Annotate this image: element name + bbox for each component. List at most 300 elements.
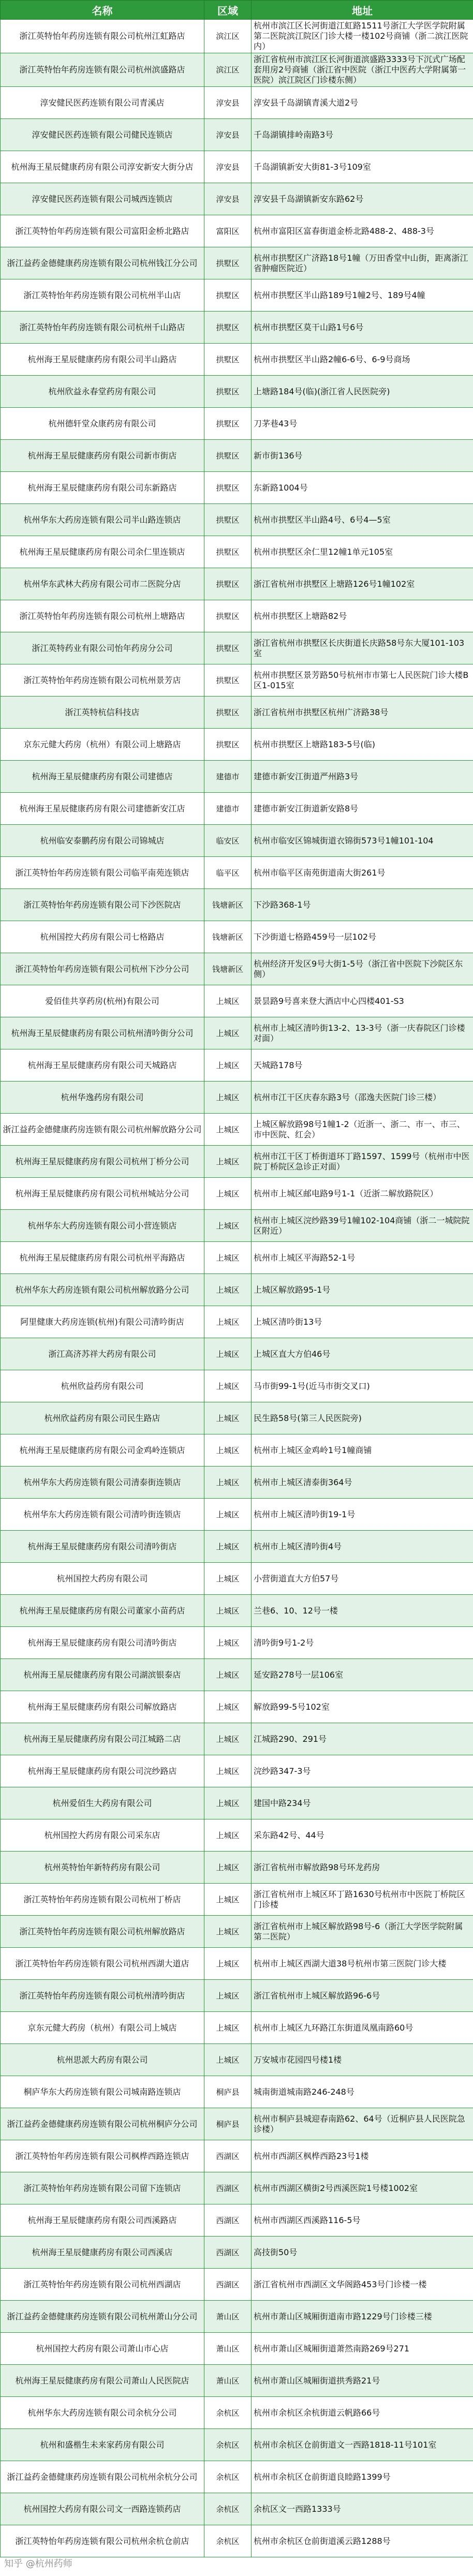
district-cell: 萧山区 <box>204 2333 252 2365</box>
store-name-cell: 杭州海王星辰健康药房有限公司解放路店 <box>1 1691 204 1723</box>
store-name-cell: 浙江英特怡年药房连锁有限公司杭州千山路店 <box>1 312 204 344</box>
store-name-cell: 浙江英特怡年药房连锁有限公司临平南苑连锁店 <box>1 857 204 889</box>
address-cell: 杭州市西湖区西溪路116-5号 <box>252 2204 473 2237</box>
store-name-cell: 杭州海王星辰健康药房有限公司湖滨银泰店 <box>1 1659 204 1691</box>
table-row <box>1 2333 473 2365</box>
store-name-cell: 浙江英特怡年药房连锁有限公司杭州清吟街店 <box>1 1980 204 2012</box>
district-cell: 上城区 <box>204 1723 252 1755</box>
table-row <box>1 247 473 279</box>
address-cell: 千岛湖镇新安大街81-3号109室 <box>252 151 473 183</box>
table-row <box>1 1852 473 1884</box>
table-row <box>1 215 473 247</box>
address-cell: 杭州市临安区锦城街道衣锦街573号1幢101-104 <box>252 825 473 857</box>
store-name-cell: 浙江英特药业有限公司怡年药房分公司 <box>1 632 204 664</box>
table-row <box>1 2108 473 2140</box>
district-cell: 上城区 <box>204 1499 252 1531</box>
table-row <box>1 2204 473 2237</box>
table-row <box>1 2525 473 2557</box>
store-name-cell: 杭州华东大药房连锁有限公司半山路连锁店 <box>1 504 204 536</box>
district-cell: 上城区 <box>204 2012 252 2044</box>
table-row <box>1 2429 473 2461</box>
district-cell: 上城区 <box>204 1082 252 1114</box>
table-row <box>1 921 473 953</box>
address-cell: 景昙路9号喜来登大酒店中心四楼401-S3 <box>252 985 473 1017</box>
address-cell: 杭州市上城区清泰街364号 <box>252 1467 473 1499</box>
address-cell: 杭州市临平区南苑街道南大街261号 <box>252 857 473 889</box>
table-row <box>1 825 473 857</box>
header-area: 区域 <box>204 1 252 20</box>
address-cell: 建德市新安江街道新安路8号 <box>252 793 473 825</box>
store-name-cell: 杭州海王星辰健康药房有限公司新市街店 <box>1 440 204 472</box>
table-row <box>1 1402 473 1434</box>
table-row <box>1 889 473 921</box>
store-name-cell: 杭州海王星辰健康药房有限公司清吟街店 <box>1 1627 204 1659</box>
address-cell: 杭州市拱墅区余仁里12幢1单元105室 <box>252 536 473 568</box>
district-cell: 拱墅区 <box>204 247 252 279</box>
district-cell: 拱墅区 <box>204 600 252 632</box>
store-name-cell: 杭州海王星辰健康药房有限公司建德店 <box>1 761 204 793</box>
store-name-cell: 杭州海王星辰健康药房有限公司浣纱路店 <box>1 1755 204 1787</box>
address-cell: 杭州市上城区平海路52-1号 <box>252 1242 473 1274</box>
table-row <box>1 504 473 536</box>
store-name-cell: 淳安健民医药连锁有限公司青溪店 <box>1 87 204 119</box>
store-name-cell: 杭州华逸药房有限公司 <box>1 1082 204 1114</box>
table-row <box>1 1467 473 1499</box>
district-cell: 余杭区 <box>204 2397 252 2429</box>
store-name-cell: 杭州欣益药房有限公司 <box>1 1370 204 1402</box>
district-cell: 上城区 <box>204 1114 252 1146</box>
district-cell: 西湖区 <box>204 2140 252 2172</box>
table-row <box>1 1755 473 1787</box>
store-name-cell: 浙江英特怡年药房连锁有限公司杭州解放路店 <box>1 1916 204 1948</box>
address-cell: 杭州市滨江区长河街道江虹路1511号浙江大学医学院附属第二医院滨江院区门诊大楼一楼102号商铺（浙二滨江医院内） <box>252 20 473 53</box>
table-row <box>1 2237 473 2269</box>
address-cell: 杭州市上城区邮电路9号1-1（近浙二解放路院区） <box>252 1178 473 1210</box>
district-cell: 上城区 <box>204 1467 252 1499</box>
address-cell: 杭州经济开发区9号大街1-5号（浙江省中医院下沙院区东侧） <box>252 953 473 985</box>
store-name-cell: 浙江英特怡年药房连锁有限公司杭州江虹路店 <box>1 20 204 53</box>
address-cell: 浙江省杭州市拱墅区长庆街道长庆路58号东大厦101-103室 <box>252 632 473 664</box>
store-name-cell: 杭州海王星辰健康药房有限公司董家小苗药店 <box>1 1595 204 1627</box>
district-cell: 富阳区 <box>204 215 252 247</box>
store-name-cell: 京东元健大药房（杭州）有限公司上塘路店 <box>1 729 204 761</box>
store-name-cell: 杭州海王星辰健康药房有限公司杭州平海路店 <box>1 1242 204 1274</box>
district-cell: 上城区 <box>204 1787 252 1819</box>
district-cell: 余杭区 <box>204 2525 252 2557</box>
table-row <box>1 729 473 761</box>
store-name-cell: 阿里健康大药房连锁(杭州)有限公司清吟街店 <box>1 1306 204 1338</box>
address-cell: 杭州市上城区清吟街19-1号 <box>252 1499 473 1531</box>
district-cell: 钱塘新区 <box>204 921 252 953</box>
address-cell: 浙江省杭州市上城区解放路98号-6（浙江大学医学院附属第二医院） <box>252 1916 473 1948</box>
table-row <box>1 568 473 600</box>
table-row <box>1 1595 473 1627</box>
address-cell: 上城区解放路98号1幢1-2（近浙一、浙二、市一、市三、市中医院、红会） <box>252 1114 473 1146</box>
store-name-cell: 浙江英特怡年药房连锁有限公司留下连锁店 <box>1 2172 204 2204</box>
table-row <box>1 20 473 53</box>
district-cell: 上城区 <box>204 1242 252 1274</box>
store-name-cell: 浙江英特怡年药房连锁有限公司富阳金桥北路店 <box>1 215 204 247</box>
address-cell: 高技街50号 <box>252 2237 473 2269</box>
district-cell: 上城区 <box>204 1178 252 1210</box>
store-name-cell: 杭州海王星辰健康药房有限公司金鸡岭连锁店 <box>1 1434 204 1467</box>
address-cell: 城南街道城南路246-248号 <box>252 2076 473 2108</box>
store-name-cell: 杭州海王星辰健康药房有限公司建德新安江店 <box>1 793 204 825</box>
district-cell: 西湖区 <box>204 2172 252 2204</box>
district-cell: 拱墅区 <box>204 664 252 697</box>
address-cell: 延安路278号一层106室 <box>252 1659 473 1691</box>
district-cell: 拱墅区 <box>204 729 252 761</box>
store-name-cell: 浙江英特杭信科技店 <box>1 697 204 729</box>
district-cell: 上城区 <box>204 1531 252 1563</box>
district-cell: 余杭区 <box>204 2461 252 2493</box>
address-cell: 浙江省杭州市上城区解放路96-6号 <box>252 1980 473 2012</box>
address-cell: 江城路290、291号 <box>252 1723 473 1755</box>
table-row <box>1 344 473 376</box>
table-row <box>1 87 473 119</box>
district-cell: 拱墅区 <box>204 632 252 664</box>
district-cell: 上城区 <box>204 1916 252 1948</box>
address-cell: 杭州市余杭区余杭街道云帆路66号 <box>252 2397 473 2429</box>
store-name-cell: 杭州临安泰鹏药房有限公司锦城店 <box>1 825 204 857</box>
address-cell: 杭州市萧山区城厢街道萧然南路269号271 <box>252 2333 473 2365</box>
table-row <box>1 183 473 215</box>
address-cell: 新市街136号 <box>252 440 473 472</box>
district-cell: 拱墅区 <box>204 568 252 600</box>
address-cell: 浙江省杭州市上城区环丁路1630号杭州市中医院丁桥院区门诊楼 <box>252 1884 473 1916</box>
district-cell: 上城区 <box>204 1402 252 1434</box>
store-name-cell: 杭州欣益药房有限公司民生路店 <box>1 1402 204 1434</box>
table-row <box>1 1499 473 1531</box>
district-cell: 上城区 <box>204 1210 252 1242</box>
table-row <box>1 151 473 183</box>
address-cell: 建国中路234号 <box>252 1787 473 1819</box>
store-name-cell: 浙江英特怡年药房连锁有限公司杭州下沙分公司 <box>1 953 204 985</box>
address-cell: 天城路178号 <box>252 1049 473 1082</box>
district-cell: 上城区 <box>204 1306 252 1338</box>
store-name-cell: 杭州华东大药房连锁有限公司小营连锁店 <box>1 1210 204 1242</box>
table-header <box>1 1 473 20</box>
address-cell: 浙江省杭州市解放路98号环龙药房 <box>252 1852 473 1884</box>
store-name-cell: 杭州国控大药房有限公司萧山市心店 <box>1 2333 204 2365</box>
address-cell: 上城区清吟街13号 <box>252 1306 473 1338</box>
address-cell: 杭州市拱墅区上塘路183-5号(临) <box>252 729 473 761</box>
address-cell: 杭州市萧山区城厢街道拱秀路21号 <box>252 2365 473 2397</box>
district-cell: 上城区 <box>204 1755 252 1787</box>
district-cell: 淳安县 <box>204 151 252 183</box>
table-row <box>1 1691 473 1723</box>
district-cell: 建德市 <box>204 761 252 793</box>
district-cell: 西湖区 <box>204 2269 252 2301</box>
table-row <box>1 1819 473 1852</box>
table-row <box>1 985 473 1017</box>
store-name-cell: 杭州海王星辰健康药房有限公司余仁里连锁店 <box>1 536 204 568</box>
table-row <box>1 2140 473 2172</box>
store-name-cell: 杭州海王星辰健康药房有限公司淳安新安大街分店 <box>1 151 204 183</box>
address-cell: 下沙街道七格路459号一层102号 <box>252 921 473 953</box>
store-name-cell: 杭州海王星辰健康药房有限公司西溪店 <box>1 2237 204 2269</box>
store-name-cell: 爱佰佳共享药房(杭州)有限公司 <box>1 985 204 1017</box>
table-row <box>1 1082 473 1114</box>
store-name-cell: 浙江益药金德健康药房连锁有限公司杭州萧山分公司 <box>1 2301 204 2333</box>
address-cell: 杭州市拱墅区景芳路50号杭州市市第七人民医院门诊大楼B区1-015室 <box>252 664 473 697</box>
district-cell: 建德市 <box>204 793 252 825</box>
table-row <box>1 1274 473 1306</box>
district-cell: 钱塘新区 <box>204 889 252 921</box>
store-name-cell: 杭州华东大药房连锁有限公司余杭分公司 <box>1 2397 204 2429</box>
address-cell: 解放路99-5号102室 <box>252 1691 473 1723</box>
district-cell: 上城区 <box>204 1563 252 1595</box>
table-row <box>1 2493 473 2525</box>
address-cell: 浙江省杭州市拱墅区杭州广济路38号 <box>252 697 473 729</box>
table-row <box>1 1627 473 1659</box>
district-cell: 上城区 <box>204 1274 252 1306</box>
store-name-cell: 浙江益药金德健康药房连锁有限公司杭州解放路分公司 <box>1 1114 204 1146</box>
address-cell: 余杭区文一西路1333号 <box>252 2493 473 2525</box>
store-name-cell: 杭州华东武林大药房有限公司市二医院分店 <box>1 568 204 600</box>
watermark: 知乎 @杭州药师 <box>4 2558 72 2569</box>
address-cell: 杭州市拱墅区半山路4号、6号4—5室 <box>252 504 473 536</box>
district-cell: 桐庐县 <box>204 2108 252 2140</box>
store-name-cell: 杭州德轩堂众康药房有限公司 <box>1 408 204 440</box>
store-name-cell: 浙江英特怡年药房连锁有限公司杭州西湖店 <box>1 2269 204 2301</box>
district-cell: 拱墅区 <box>204 536 252 568</box>
address-cell: 建德市新安江街道严州路3号 <box>252 761 473 793</box>
district-cell: 西湖区 <box>204 2204 252 2237</box>
store-name-cell: 浙江英特怡年药房连锁有限公司杭州余杭仓前店 <box>1 2525 204 2557</box>
table-row <box>1 2269 473 2301</box>
table-row <box>1 1948 473 1980</box>
district-cell: 上城区 <box>204 1434 252 1467</box>
district-cell: 西湖区 <box>204 2237 252 2269</box>
table-body <box>1 20 473 2557</box>
district-cell: 滨江区 <box>204 20 252 53</box>
address-cell: 杭州市拱墅区半山路189号1幢2号、189号4幢 <box>252 279 473 312</box>
table-row <box>1 1563 473 1595</box>
district-cell: 余杭区 <box>204 2429 252 2461</box>
store-name-cell: 杭州思派大药房有限公司 <box>1 2044 204 2076</box>
address-cell: 杭州市余杭区仓前街道良睦路1399号 <box>252 2461 473 2493</box>
table-row <box>1 2365 473 2397</box>
address-cell: 杭州市上城区西湖大道38号杭州市第三医院门诊大楼 <box>252 1948 473 1980</box>
table-row <box>1 1017 473 1049</box>
store-name-cell: 浙江益药金德健康药房连锁有限公司杭州桐庐分公司 <box>1 2108 204 2140</box>
address-cell: 下沙路368-1号 <box>252 889 473 921</box>
store-name-cell: 杭州国控大药房有限公司采东店 <box>1 1819 204 1852</box>
district-cell: 余杭区 <box>204 2493 252 2525</box>
table-row <box>1 2301 473 2333</box>
table-row <box>1 2044 473 2076</box>
store-name-cell: 杭州海王星辰健康药房有限公司西溪路店 <box>1 2204 204 2237</box>
store-name-cell: 浙江英特怡年药房连锁有限公司杭州西湖大道店 <box>1 1948 204 1980</box>
store-name-cell: 杭州海王星辰健康药房有限公司江城路二店 <box>1 1723 204 1755</box>
address-cell: 上城区直大方伯46号 <box>252 1338 473 1370</box>
address-cell: 马市街99-1号(近马市街交叉口) <box>252 1370 473 1402</box>
table-row <box>1 1370 473 1402</box>
address-cell: 东新路1004号 <box>252 472 473 504</box>
district-cell: 淳安县 <box>204 119 252 151</box>
district-cell: 拱墅区 <box>204 312 252 344</box>
district-cell: 钱塘新区 <box>204 953 252 985</box>
table-row <box>1 600 473 632</box>
table-row <box>1 376 473 408</box>
store-name-cell: 杭州华东大药房连锁有限公司杭州解放路分公司 <box>1 1274 204 1306</box>
store-name-cell: 浙江英特怡年药房连锁有限公司杭州滨盛路店 <box>1 53 204 87</box>
table-row <box>1 761 473 793</box>
store-name-cell: 杭州海王星辰健康药房有限公司天城路店 <box>1 1049 204 1082</box>
store-name-cell: 淳安健民医药连锁有限公司健民连锁店 <box>1 119 204 151</box>
table-row <box>1 1049 473 1082</box>
table-row <box>1 2461 473 2493</box>
table-row <box>1 1210 473 1242</box>
store-name-cell: 杭州英特怡年新特药房有限公司 <box>1 1852 204 1884</box>
store-name-cell: 杭州海王星辰健康药房有限公司杭州城站分公司 <box>1 1178 204 1210</box>
address-cell: 浙江省杭州市滨江区长河街道滨盛路3333号下沉式广场配套用房2号商铺（浙江省中医院（浙江中医药大学附属第一医院）滨江院区门诊楼东侧） <box>252 53 473 87</box>
district-cell: 上城区 <box>204 1691 252 1723</box>
store-name-cell: 浙江英特怡年药房连锁有限公司下沙医院店 <box>1 889 204 921</box>
district-cell: 拱墅区 <box>204 279 252 312</box>
district-cell: 上城区 <box>204 1017 252 1049</box>
address-cell: 杭州市上城区九环路江东街道凤凰南路60号 <box>252 2012 473 2044</box>
table-row <box>1 1723 473 1755</box>
address-cell: 千岛湖镇排岭南路3号 <box>252 119 473 151</box>
district-cell: 上城区 <box>204 1819 252 1852</box>
table-row <box>1 279 473 312</box>
address-cell: 刀茅巷43号 <box>252 408 473 440</box>
district-cell: 拱墅区 <box>204 472 252 504</box>
address-cell: 上塘路184号(临)(浙江省人民医院旁) <box>252 376 473 408</box>
store-name-cell: 杭州国控大药房有限公司 <box>1 1563 204 1595</box>
district-cell: 拱墅区 <box>204 408 252 440</box>
district-cell: 上城区 <box>204 1852 252 1884</box>
table-row <box>1 1659 473 1691</box>
store-name-cell: 杭州海王星辰健康药房有限公司杭州丁桥分公司 <box>1 1146 204 1178</box>
district-cell: 上城区 <box>204 1948 252 1980</box>
store-name-cell: 杭州和盛楷生未来家药房有限公司 <box>1 2429 204 2461</box>
district-cell: 拱墅区 <box>204 376 252 408</box>
table-row <box>1 1916 473 1948</box>
table-row <box>1 1306 473 1338</box>
table-row <box>1 440 473 472</box>
header-address: 地址 <box>252 1 473 20</box>
table-row <box>1 53 473 87</box>
address-cell: 杭州市余杭区仓前街道溪云路1288号 <box>252 2525 473 2557</box>
address-cell: 杭州市江干区庆春东路3号（邵逸夫医院门诊三楼） <box>252 1082 473 1114</box>
address-cell: 杭州市余杭区仓前街道文一西路1818-11号101室 <box>252 2429 473 2461</box>
table-row <box>1 536 473 568</box>
address-cell: 杭州市上城区清吟街13-2、13-3号（浙一庆春院区门诊楼对面） <box>252 1017 473 1049</box>
table-row <box>1 408 473 440</box>
district-cell: 上城区 <box>204 1659 252 1691</box>
address-cell: 杭州市上城区浣纱路39号1幢102-104商铺（浙二一城院院区附近） <box>252 1210 473 1242</box>
address-cell: 杭州市上城区金鸡岭1号1幢商铺 <box>252 1434 473 1467</box>
table-row <box>1 2012 473 2044</box>
address-cell: 杭州市桐庐县城迎春南路62、64号（近桐庐县人民医院急诊楼） <box>252 2108 473 2140</box>
table-row <box>1 2076 473 2108</box>
table-row <box>1 1884 473 1916</box>
table-row <box>1 1434 473 1467</box>
table-row <box>1 632 473 664</box>
table-row <box>1 1338 473 1370</box>
table-row <box>1 472 473 504</box>
address-cell: 淳安县千岛湖镇青溪大道2号 <box>252 87 473 119</box>
district-cell: 上城区 <box>204 1146 252 1178</box>
address-cell: 杭州市拱墅区上塘路82号 <box>252 600 473 632</box>
address-cell: 浙江省杭州市西湖区文华阁路453号门诊楼一楼 <box>252 2269 473 2301</box>
district-cell: 上城区 <box>204 1980 252 2012</box>
store-name-cell: 杭州华东大药房连锁有限公司清泰街连锁店 <box>1 1467 204 1499</box>
address-cell: 兰巷6、10、12号一楼 <box>252 1595 473 1627</box>
district-cell: 上城区 <box>204 1595 252 1627</box>
address-cell: 杭州市西湖区横街2号西溪医院1号楼1002室 <box>252 2172 473 2204</box>
table-row <box>1 119 473 151</box>
address-cell: 民生路58号(第三人民医院旁) <box>252 1402 473 1434</box>
table-row <box>1 857 473 889</box>
district-cell: 上城区 <box>204 1049 252 1082</box>
store-name-cell: 杭州海王星辰健康药房有限公司萧山人民医院店 <box>1 2365 204 2397</box>
district-cell: 拱墅区 <box>204 440 252 472</box>
district-cell: 上城区 <box>204 1338 252 1370</box>
address-cell: 杭州市拱墅区半山路2幢6-6号、6-9号商场 <box>252 344 473 376</box>
store-name-cell: 桐庐华东大药房连锁有限公司城南路连锁店 <box>1 2076 204 2108</box>
address-cell: 杭州市上城区清吟街4号 <box>252 1531 473 1563</box>
address-cell: 杭州市萧山区城厢街道南市路1229号门诊楼三楼 <box>252 2301 473 2333</box>
store-name-cell: 浙江益药金德健康药房连锁有限公司杭州余杭分公司 <box>1 2461 204 2493</box>
district-cell: 淳安县 <box>204 87 252 119</box>
address-cell: 杭州市拱墅区莫干山路1号6号 <box>252 312 473 344</box>
address-cell: 浙江省杭州市拱墅区上塘路126号1幢102室 <box>252 568 473 600</box>
district-cell: 滨江区 <box>204 53 252 87</box>
district-cell: 拱墅区 <box>204 697 252 729</box>
table-row <box>1 793 473 825</box>
district-cell: 淳安县 <box>204 183 252 215</box>
district-cell: 上城区 <box>204 1627 252 1659</box>
address-cell: 万安城市花园四号楼1楼 <box>252 2044 473 2076</box>
header-name: 名称 <box>1 1 204 20</box>
store-name-cell: 杭州欣益永春堂药房有限公司 <box>1 376 204 408</box>
table-row <box>1 953 473 985</box>
table-row <box>1 1114 473 1146</box>
table-row <box>1 1787 473 1819</box>
table-row <box>1 1531 473 1563</box>
address-cell: 淳安县千岛湖镇新安东路62号 <box>252 183 473 215</box>
district-cell: 拱墅区 <box>204 344 252 376</box>
district-cell: 临平区 <box>204 857 252 889</box>
table-row <box>1 664 473 697</box>
address-cell: 清吟街9号1-2号 <box>252 1627 473 1659</box>
store-name-cell: 杭州海王星辰健康药房有限公司东新路店 <box>1 472 204 504</box>
address-cell: 杭州市江干区丁桥街道环丁路1597、1599号（杭州市中医院丁桥院区急诊正对面） <box>252 1146 473 1178</box>
table-row <box>1 1146 473 1178</box>
store-name-cell: 杭州海王星辰健康药房有限公司清吟街店 <box>1 1531 204 1563</box>
store-name-cell: 淳安健民医药连锁有限公司城西连锁店 <box>1 183 204 215</box>
address-cell: 采东路42号、44号 <box>252 1819 473 1852</box>
table-row <box>1 1242 473 1274</box>
store-name-cell: 浙江益药金德健康药房连锁有限公司杭州钱江分公司 <box>1 247 204 279</box>
store-name-cell: 浙江高济苏祥大药房有限公司 <box>1 1338 204 1370</box>
table-row <box>1 1178 473 1210</box>
district-cell: 临安区 <box>204 825 252 857</box>
table-row <box>1 697 473 729</box>
address-cell: 杭州市拱墅区广济路18号1幢（万田香堂中山街，距离浙江省肿瘤医院近） <box>252 247 473 279</box>
store-name-cell: 杭州海王星辰健康药房有限公司杭州清吟街分公司 <box>1 1017 204 1049</box>
district-cell: 上城区 <box>204 985 252 1017</box>
district-cell: 上城区 <box>204 1884 252 1916</box>
store-name-cell: 浙江英特怡年药房连锁有限公司杭州半山店 <box>1 279 204 312</box>
store-name-cell: 杭州华东大药房连锁有限公司清吟街连锁店 <box>1 1499 204 1531</box>
address-cell: 上城区解放路95-1号 <box>252 1274 473 1306</box>
district-cell: 拱墅区 <box>204 504 252 536</box>
